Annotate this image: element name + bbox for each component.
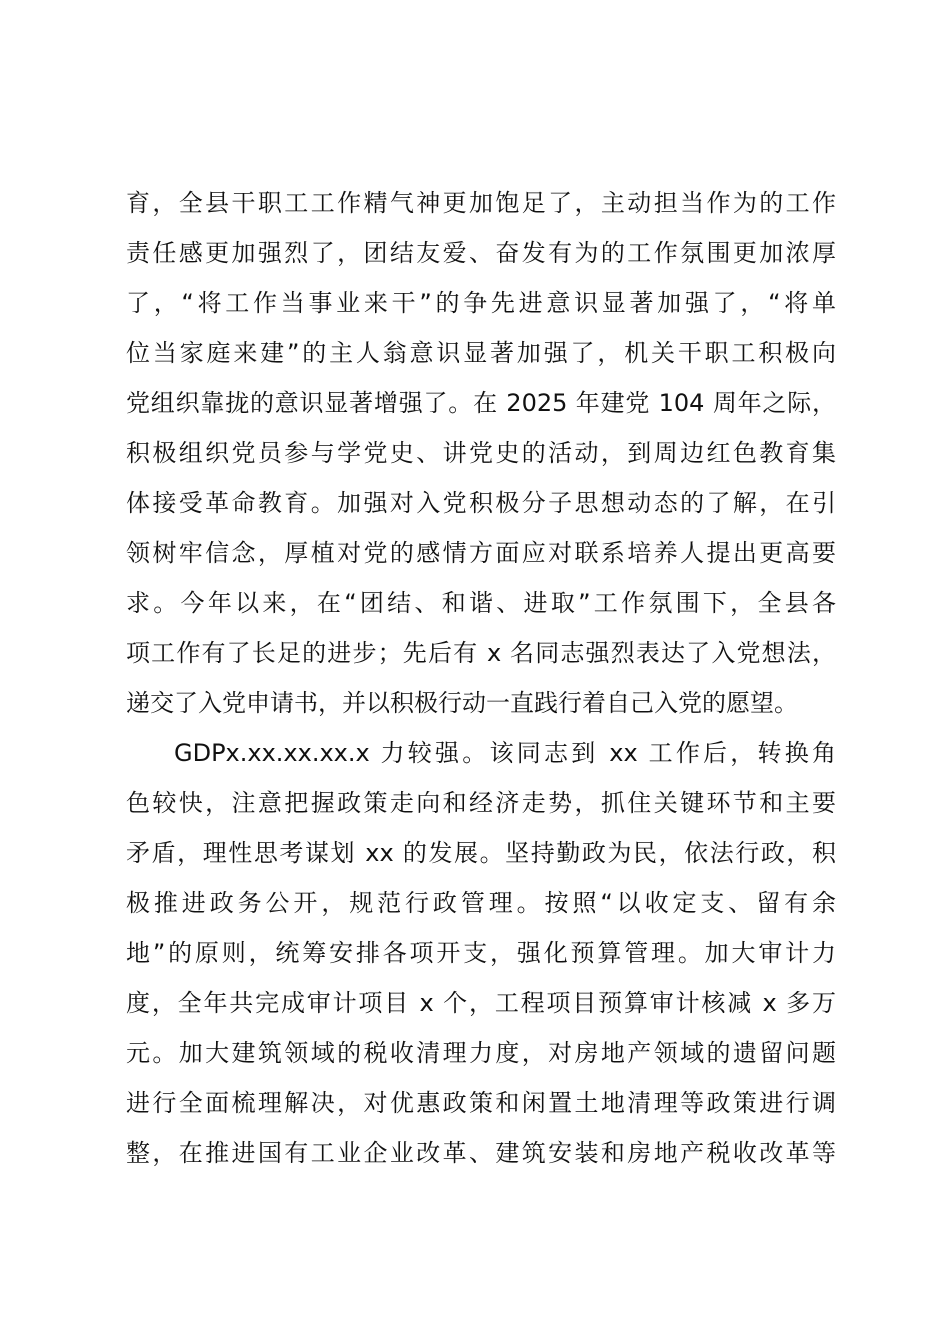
text-line: 位当家庭来建”的主人翁意识显著加强了，机关干职工积极向 xyxy=(126,339,836,367)
text-line: 色较快，注意把握政策走向和经济走势，抓住关键环节和主要 xyxy=(126,789,836,817)
text-line: 地”的原则，统筹安排各项开支，强化预算管理。加大审计力 xyxy=(126,939,836,967)
text-line: 责任感更加强烈了，团结友爱、奋发有为的工作氛围更加浓厚 xyxy=(126,239,836,267)
text-line: 了，“将工作当事业来干”的争先进意识显著加强了，“将单 xyxy=(126,289,836,317)
text-line: 度，全年共完成审计项目 x 个，工程项目预算审计核减 x 多万 xyxy=(126,989,836,1017)
text-line: 矛盾，理性思考谋划 xx 的发展。坚持勤政为民，依法行政，积 xyxy=(126,839,836,867)
text-line: 体接受革命教育。加强对入党积极分子思想动态的了解，在引 xyxy=(126,489,836,517)
text-line: 育，全县干职工工作精气神更加饱足了，主动担当作为的工作 xyxy=(126,189,836,217)
text-line: 整，在推进国有工业企业改革、建筑安装和房地产税收改革等 xyxy=(126,1139,836,1167)
text-line: 积极组织党员参与学党史、讲党史的活动，到周边红色教育集 xyxy=(126,439,836,467)
text-line: 进行全面梳理解决，对优惠政策和闲置土地清理等政策进行调 xyxy=(126,1089,836,1117)
paragraph-2 xyxy=(126,728,836,1178)
text-line: 元。加大建筑领域的税收清理力度，对房地产领域的遗留问题 xyxy=(126,1039,836,1067)
text-line: 项工作有了长足的进步；先后有 x 名同志强烈表达了入党想法， xyxy=(126,639,836,667)
text-line: 递交了入党申请书，并以积极行动一直践行着自己入党的愿望。 xyxy=(126,689,798,717)
text-line: 领树牢信念，厚植对党的感情方面应对联系培养人提出更高要 xyxy=(126,539,836,567)
text-line: 极推进政务公开，规范行政管理。按照“以收定支、留有余 xyxy=(126,889,836,917)
text-line: 求。今年以来，在“团结、和谐、进取”工作氛围下，全县各 xyxy=(126,589,836,617)
text-line: GDPx.xx.xx.xx.x 力较强。该同志到 xx 工作后，转换角 xyxy=(174,739,836,767)
text-line: 党组织靠拢的意识显著增强了。在 2025 年建党 104 周年之际， xyxy=(126,389,836,417)
paragraph-1 xyxy=(126,178,836,728)
